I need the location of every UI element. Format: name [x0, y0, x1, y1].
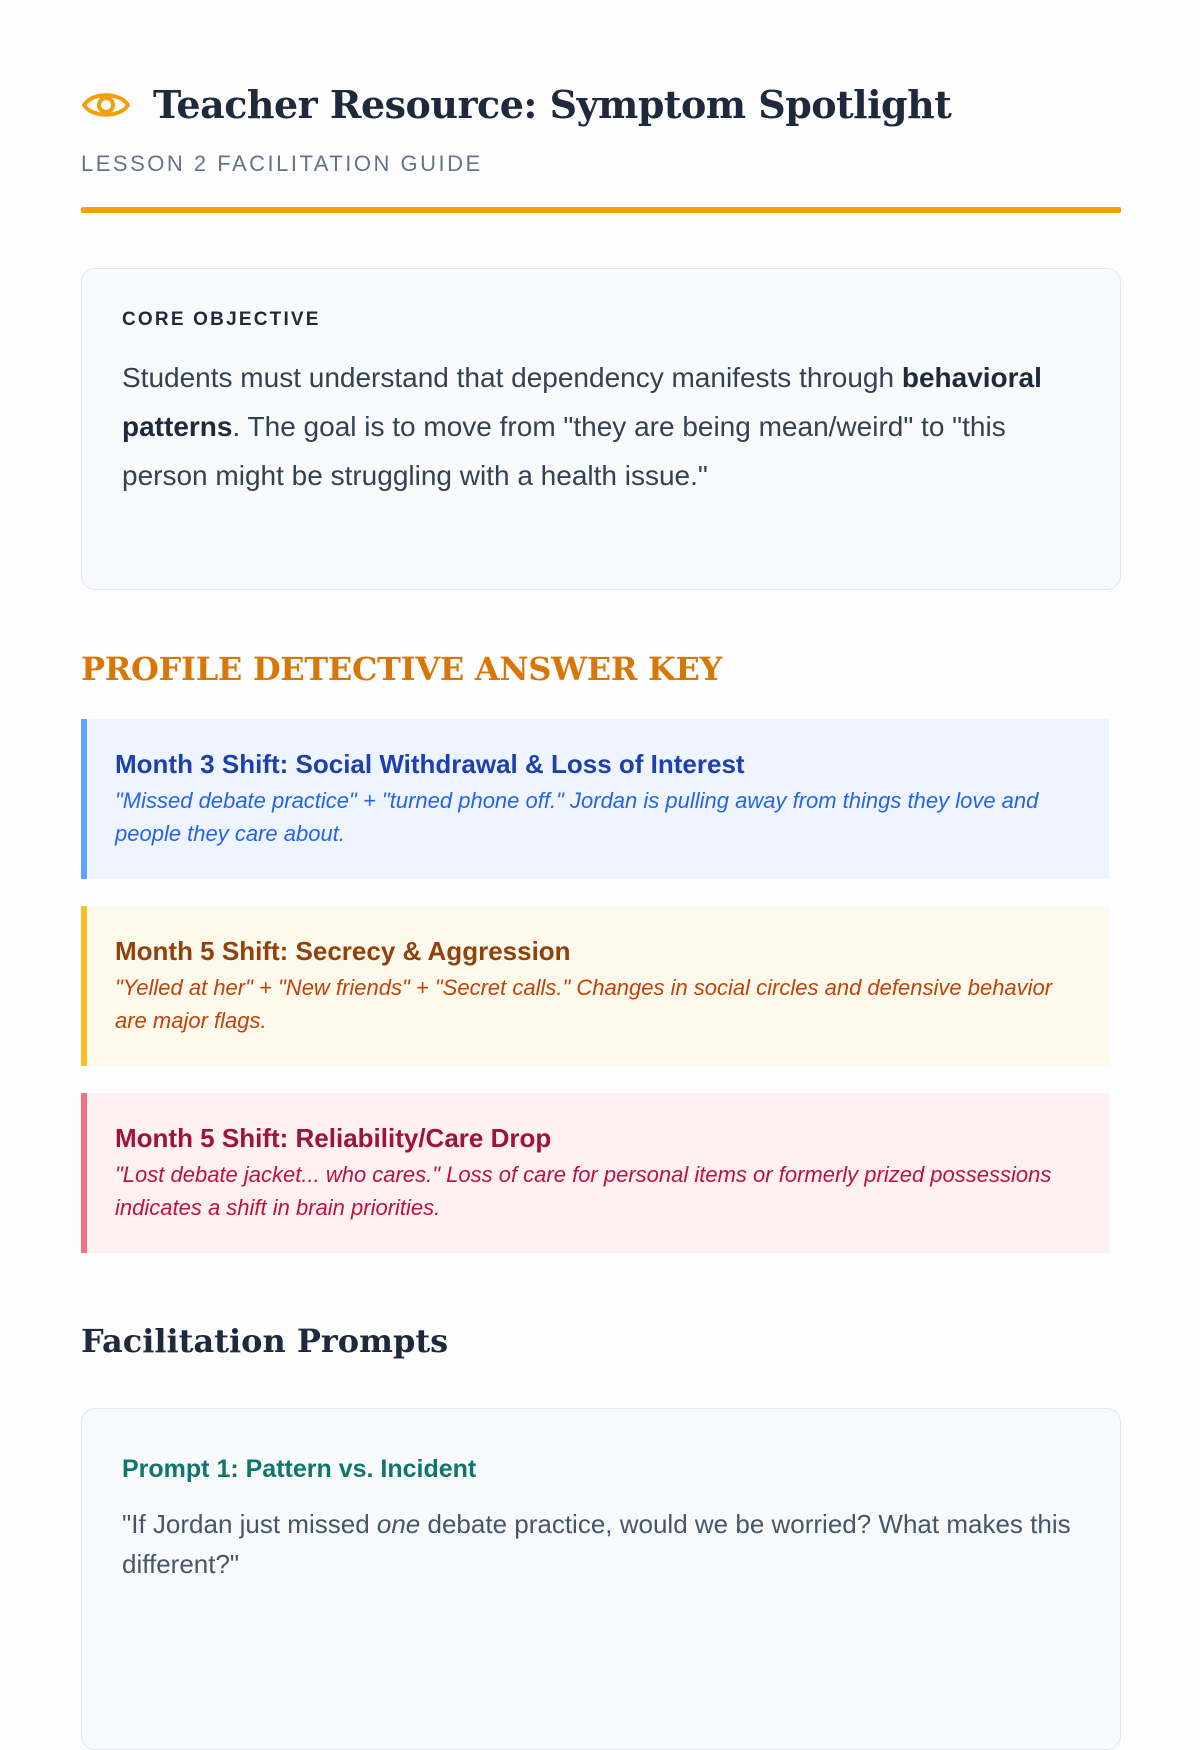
core-objective-box — [81, 268, 1121, 590]
header-divider — [81, 207, 1121, 213]
answer-card-text: "Missed debate practice" + "turned phone off." Jordan is pulling away from things they love and people they care about. — [115, 788, 1039, 846]
answer-card-title: Month 3 Shift: Social Withdrawal & Loss of Interest — [115, 749, 745, 779]
answer-card-reliability-drop — [81, 1093, 1109, 1253]
answer-card-title: Month 5 Shift: Reliability/Care Drop — [115, 1123, 552, 1153]
facilitation-prompts-heading: Facilitation Prompts — [81, 1322, 449, 1360]
page-title: Teacher Resource: Symptom Spotlight — [153, 82, 952, 127]
prompt-title: Prompt 1: Pattern vs. Incident — [122, 1455, 477, 1483]
prompt-text-end: debate practice, would we be worried? What makes this different?" — [122, 1509, 1071, 1579]
answer-card-social-withdrawal — [81, 719, 1109, 879]
objective-text-end: . The goal is to move from "they are being mean/weird" to "this person might be struggling with a health issue." — [122, 411, 1006, 491]
answer-card-text: "Lost debate jacket... who cares." Loss of care for personal items or formerly prized possessions indicates a shift in brain priorities. — [115, 1162, 1052, 1220]
core-objective-text — [122, 353, 1080, 500]
prompt-text — [122, 1504, 1080, 1584]
answer-card-secrecy-aggression — [81, 906, 1109, 1066]
prompt-card — [81, 1408, 1121, 1750]
answer-key-heading: PROFILE DETECTIVE ANSWER KEY — [81, 650, 723, 688]
answer-card-text: "Yelled at her" + "New friends" + "Secret calls." Changes in social circles and defensive behavior are major flags. — [115, 975, 1053, 1033]
objective-text-start: Students must understand that dependency manifests through — [122, 362, 902, 393]
page-subtitle: LESSON 2 FACILITATION GUIDE — [81, 151, 483, 176]
objective-text-emphasis: behavioral patterns — [122, 362, 1042, 442]
eye-icon — [81, 85, 131, 125]
core-objective-label: CORE OBJECTIVE — [122, 309, 321, 330]
page-header — [81, 82, 951, 127]
prompt-text-start: "If Jordan just missed — [122, 1509, 377, 1539]
prompt-text-emphasis: one — [376, 1509, 421, 1539]
answer-card-title: Month 5 Shift: Secrecy & Aggression — [115, 936, 571, 966]
